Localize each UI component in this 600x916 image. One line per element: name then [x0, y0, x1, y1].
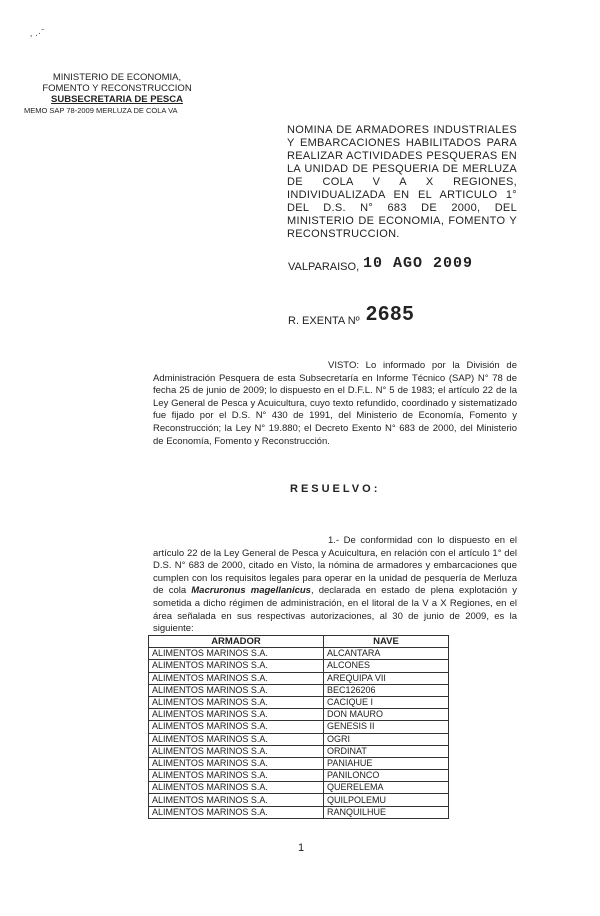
- page-mark: 1: [298, 842, 305, 854]
- resolution-label: R. EXENTA Nº: [288, 315, 360, 327]
- article-1-text-a: 1.- De conformidad con lo dispuesto en el artículo 22 de la Ley General de Pesca y Acuicultura, en relación con el artículo 1° del D.S. N° 683 de 2000, citado en Visto, la nómina de armadores y embarcaciones que cumplen con los requisitos legales para operar en la unidad de pesquería de Merluza de cola: [153, 535, 517, 597]
- table-row: [149, 782, 449, 794]
- letterhead-subsecretaria: SUBSECRETARIA DE PESCA: [51, 94, 183, 105]
- nave-cell: QUERELEMA: [324, 782, 449, 794]
- species-name: Macruronus magellanicus: [191, 585, 311, 597]
- table-row: [149, 721, 449, 733]
- table-row: [149, 794, 449, 806]
- table-row: [149, 745, 449, 757]
- armador-cell: ALIMENTOS MARINOS S.A.: [149, 709, 324, 721]
- nave-cell: ALCONES: [324, 660, 449, 672]
- table-row: [149, 672, 449, 684]
- nave-cell: QUILPOLEMU: [324, 794, 449, 806]
- armador-cell: ALIMENTOS MARINOS S.A.: [149, 648, 324, 660]
- nave-cell: AREQUIPA VII: [324, 672, 449, 684]
- table-row: [149, 733, 449, 745]
- margin-mark: ‚ .·ˉ: [30, 28, 45, 39]
- table-row: [149, 648, 449, 660]
- table-row: [149, 770, 449, 782]
- table-row: [149, 757, 449, 769]
- column-header-armador: ARMADOR: [149, 636, 324, 648]
- armador-cell: ALIMENTOS MARINOS S.A.: [149, 684, 324, 696]
- nave-cell: PANILONCO: [324, 770, 449, 782]
- armador-cell: ALIMENTOS MARINOS S.A.: [149, 745, 324, 757]
- armador-cell: ALIMENTOS MARINOS S.A.: [149, 721, 324, 733]
- armador-cell: ALIMENTOS MARINOS S.A.: [149, 757, 324, 769]
- nave-cell: ORDINAT: [324, 745, 449, 757]
- table-row: [149, 709, 449, 721]
- armador-cell: ALIMENTOS MARINOS S.A.: [149, 672, 324, 684]
- nave-cell: GENESIS II: [324, 721, 449, 733]
- armador-cell: ALIMENTOS MARINOS S.A.: [149, 782, 324, 794]
- letterhead-memo: MEMO SAP 78-2009 MERLUZA DE COLA VA: [24, 106, 178, 115]
- resuelvo-heading: RESUELVO:: [290, 483, 381, 495]
- letterhead-ministry: MINISTERIO DE ECONOMIA,: [52, 72, 182, 83]
- table-row: [149, 696, 449, 708]
- document-title: NOMINA DE ARMADORES INDUSTRIALES Y EMBARCACIONES HABILITADOS PARA REALIZAR ACTIVIDADES PESQUERAS EN LA UNIDAD DE PESQUERIA DE MERLUZA DE COLA V A X REGIONES, INDIVIDUALIZADA EN EL ARTICULO 1° DEL D.S. N° 683 DE 2000, DEL MINISTERIO DE ECONOMIA, FOMENTO Y RECONSTRUCCION.: [287, 124, 517, 240]
- letterhead-ministry-2: FOMENTO Y RECONSTRUCCION: [42, 83, 192, 94]
- armador-cell: ALIMENTOS MARINOS S.A.: [149, 733, 324, 745]
- place: VALPARAISO,: [288, 261, 360, 273]
- table-row: [149, 660, 449, 672]
- armador-cell: ALIMENTOS MARINOS S.A.: [149, 806, 324, 818]
- nave-cell: ALCANTARA: [324, 648, 449, 660]
- nave-cell: RANQUILHUE: [324, 806, 449, 818]
- table-header-row: [149, 636, 449, 648]
- letterhead: [22, 72, 212, 116]
- nave-cell: DON MAURO: [324, 709, 449, 721]
- armador-cell: ALIMENTOS MARINOS S.A.: [149, 696, 324, 708]
- vessels-table: [148, 635, 449, 819]
- armador-cell: ALIMENTOS MARINOS S.A.: [149, 660, 324, 672]
- date-stamp: 10 AGO 2009: [363, 255, 474, 272]
- nave-cell: PANIAHUE: [324, 757, 449, 769]
- nave-cell: OGRI: [324, 733, 449, 745]
- nave-cell: CACIQUE I: [324, 696, 449, 708]
- visto-paragraph: VISTO: Lo informado por la División de Administración Pesquera de esta Subsecretaría en Informe Técnico (SAP) N° 78 de fecha 25 de junio de 2009; lo dispuesto en el D.F.L. N° 5 de 1983; el artículo 22 de la Ley General de Pesca y Acuicultura, cuyo texto refundido, coordinado y sistematizado fue fijado por el D.S. N° 430 de 1991, del Ministerio de Economía, Fomento y Reconstrucción; la Ley N° 19.880; el Decreto Exento N° 683 de 2000, del Ministerio de Economía, Fomento y Reconstrucción.: [153, 360, 517, 447]
- armador-cell: ALIMENTOS MARINOS S.A.: [149, 770, 324, 782]
- article-1-paragraph: [153, 535, 517, 636]
- nave-cell: BEC126206: [324, 684, 449, 696]
- table-row: [149, 806, 449, 818]
- table-row: [149, 684, 449, 696]
- article-1-text-b: , declarada en estado de plena explotación y sometida a dicho régimen de administración, en el litoral de la V a X Regiones, en el área señalada en sus respectivas autorizaciones, al 30 de junio de 2009, es la siguiente:: [153, 585, 517, 635]
- column-header-nave: NAVE: [324, 636, 449, 648]
- armador-cell: ALIMENTOS MARINOS S.A.: [149, 794, 324, 806]
- resolution-number: 2685: [366, 303, 415, 325]
